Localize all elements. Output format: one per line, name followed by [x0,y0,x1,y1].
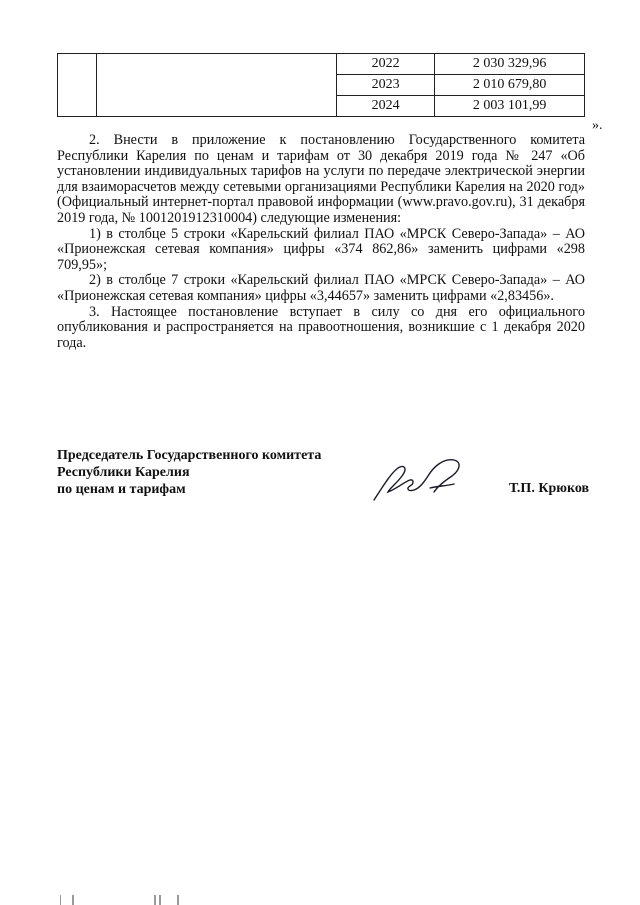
table-row [58,54,585,75]
signer-title-line: по ценам и тарифам [57,482,186,497]
signer-name: Т.П. Крюков [509,481,590,496]
paragraph-subitem-2: 2) в столбце 7 строки «Карельский филиал ПАО «МРСК Северо-Запада» – АО «Прионежская сетевая компания» цифры «3,44657» заменить цифрами «2,83456». [57,272,585,304]
closing-quote: ». [592,118,603,133]
paragraph-item-2: 2. Внести в приложение к постановлению Государственного комитета Республики Карелия по ценам и тарифам от 30 декабря 2019 года № 247 «Об установлении индивидуальных тарифов на услуги по передаче электрической энергии для взаиморасчетов между сетевыми организациями Республики Карелия на 2020 год» (Официальный интернет-портал правовой информации (www.pravo.gov.ru), 31 декабря 2019 года, № 1001201912310004) следующие изменения: [57,132,585,226]
table-cell-year: 2023 [336,75,434,96]
table-cell-value: 2 030 329,96 [435,54,585,75]
paragraph-item-3: 3. Настоящее постановление вступает в силу со дня его официального опубликования и распространяется на правоотношения, возникшие с 1 декабря 2020 года. [57,303,585,351]
table-cell-value: 2 003 101,99 [435,96,585,117]
paragraph-subitem-1: 1) в столбце 5 строки «Карельский филиал ПАО «МРСК Северо-Запада» – АО «Прионежская сетевая компания» цифры «374 862,86» заменить цифрами «298 709,95»; [57,225,585,273]
table-cell-year: 2022 [336,54,434,75]
table-cell-empty [58,54,97,117]
signer-title-line: Республики Карелия [57,465,190,480]
scan-marks [60,893,200,905]
table-cell-year: 2024 [336,96,434,117]
signer-title-line: Председатель Государственного комитета [57,448,322,463]
table-cell-empty [96,54,336,117]
body-text [57,133,585,351]
handwritten-signature [368,452,488,508]
table-cell-value: 2 010 679,80 [435,75,585,96]
signer-title [57,447,377,498]
tariff-table [57,53,585,117]
